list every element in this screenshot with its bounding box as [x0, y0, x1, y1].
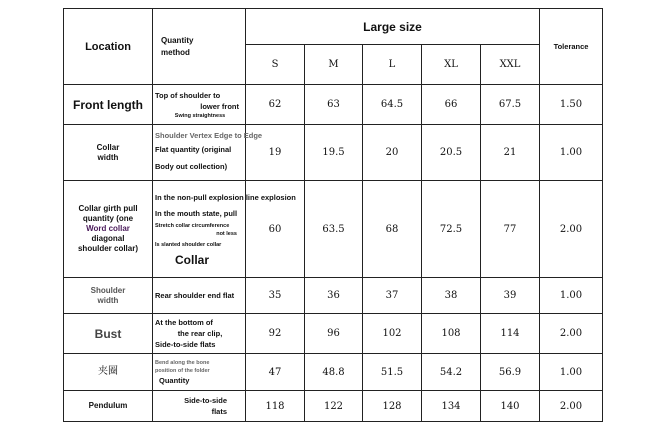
value-cell: 140: [481, 391, 540, 422]
method-line: Quantity: [159, 375, 190, 385]
method-line: Rear shoulder end flat: [155, 291, 235, 300]
tolerance-cell: 1.00: [540, 278, 603, 314]
method-line: Is slanted shoulder collar: [155, 242, 222, 248]
location-label: 夹圈: [98, 366, 118, 377]
method-line: the rear clip,: [177, 329, 223, 338]
value-cell: 102: [363, 314, 422, 354]
method-cell: [153, 391, 246, 422]
location-cell: [64, 278, 153, 314]
value-cell: 62: [246, 85, 305, 125]
size-label-xl: XL: [422, 45, 481, 85]
tolerance-cell: 1.50: [540, 85, 603, 125]
method-line: Swing straightness: [174, 112, 226, 119]
location-label: Bust: [94, 326, 122, 341]
location-cell: [64, 354, 153, 391]
method-line: In the mouth state, pull: [155, 209, 238, 218]
location-cell: [64, 125, 153, 181]
value-cell: 19.5: [305, 125, 363, 181]
value-cell: 20: [363, 125, 422, 181]
method-line: Side-to-side: [184, 396, 227, 405]
location-cell: [64, 181, 153, 278]
value-cell: 64.5: [363, 85, 422, 125]
tolerance-cell: 1.00: [540, 125, 603, 181]
quantity-method-line: Quantity: [161, 35, 194, 45]
method-line: flats: [211, 407, 227, 416]
method-line: At the bottom of: [155, 318, 213, 327]
location-label: quantity (one: [82, 214, 134, 223]
value-cell: 20.5: [422, 125, 481, 181]
value-cell: 56.9: [481, 354, 540, 391]
method-line: Stretch collar circumference: [155, 223, 230, 229]
method-line: position of the folder: [155, 367, 210, 374]
value-cell: 66: [422, 85, 481, 125]
tolerance-header: Tolerance: [540, 9, 603, 85]
value-cell: 134: [422, 391, 481, 422]
size-label-xxl: XXL: [481, 45, 540, 85]
table-row: [64, 391, 603, 422]
location-label: Word collar: [86, 224, 130, 233]
value-cell: 39: [481, 278, 540, 314]
value-cell: 118: [246, 391, 305, 422]
location-header: Location: [64, 9, 153, 85]
value-cell: 19: [246, 125, 305, 181]
method-cell: [153, 354, 246, 391]
location-label: shoulder collar): [77, 244, 138, 253]
value-cell: 21: [481, 125, 540, 181]
table-row: [64, 85, 603, 125]
value-cell: 47: [246, 354, 305, 391]
location-label: width: [97, 152, 119, 162]
value-cell: 48.8: [305, 354, 363, 391]
value-cell: 122: [305, 391, 363, 422]
method-cell: [153, 314, 246, 354]
table-row: [64, 125, 603, 181]
location-cell: [64, 314, 153, 354]
method-line: Flat quantity (original: [155, 145, 232, 154]
value-cell: 63: [305, 85, 363, 125]
size-label-m: M: [305, 45, 363, 85]
table-row: [64, 278, 603, 314]
method-line: Top of shoulder to: [155, 90, 221, 100]
location-cell: [64, 85, 153, 125]
large-size-header: Large size: [246, 9, 540, 45]
method-line: Bend along the bone: [155, 359, 210, 366]
tolerance-cell: 2.00: [540, 314, 603, 354]
size-label-l: L: [363, 45, 422, 85]
method-line: Shoulder Vertex Edge to Edge: [155, 131, 263, 140]
value-cell: 96: [305, 314, 363, 354]
quantity-method-header: [153, 9, 246, 85]
value-cell: 68: [363, 181, 422, 278]
value-cell: 51.5: [363, 354, 422, 391]
location-label: Collar: [96, 142, 120, 152]
value-cell: 60: [246, 181, 305, 278]
method-line: Body out collection): [155, 162, 228, 171]
value-cell: 108: [422, 314, 481, 354]
value-cell: 36: [305, 278, 363, 314]
quantity-method-line: method: [161, 47, 190, 57]
location-label: Shoulder: [90, 285, 126, 295]
table-row: [64, 314, 603, 354]
value-cell: 92: [246, 314, 305, 354]
value-cell: 63.5: [305, 181, 363, 278]
size-label-s: S: [246, 45, 305, 85]
location-label: Collar girth pull: [78, 204, 138, 213]
method-line: In the non-pull explosion line explosion: [155, 193, 296, 202]
method-line: Side-to-side flats: [155, 340, 216, 349]
value-cell: 72.5: [422, 181, 481, 278]
tolerance-cell: 2.00: [540, 181, 603, 278]
value-cell: 38: [422, 278, 481, 314]
location-cell: [64, 391, 153, 422]
location-label: diagonal: [91, 234, 125, 243]
method-cell: [153, 85, 246, 125]
location-label: Front length: [73, 97, 143, 112]
tolerance-cell: 2.00: [540, 391, 603, 422]
table-row: [64, 181, 603, 278]
method-cell: [153, 278, 246, 314]
value-cell: 37: [363, 278, 422, 314]
method-line: Collar: [175, 253, 210, 267]
value-cell: 77: [481, 181, 540, 278]
location-label: Pendulum: [88, 401, 128, 410]
value-cell: 128: [363, 391, 422, 422]
location-label: width: [97, 295, 119, 305]
size-chart-table: [63, 8, 603, 422]
tolerance-cell: 1.00: [540, 354, 603, 391]
value-cell: 114: [481, 314, 540, 354]
table-row: [64, 354, 603, 391]
value-cell: 54.2: [422, 354, 481, 391]
value-cell: 35: [246, 278, 305, 314]
method-line: not less: [216, 231, 237, 237]
value-cell: 67.5: [481, 85, 540, 125]
method-cell: [153, 125, 263, 181]
method-line: lower front: [200, 101, 239, 111]
